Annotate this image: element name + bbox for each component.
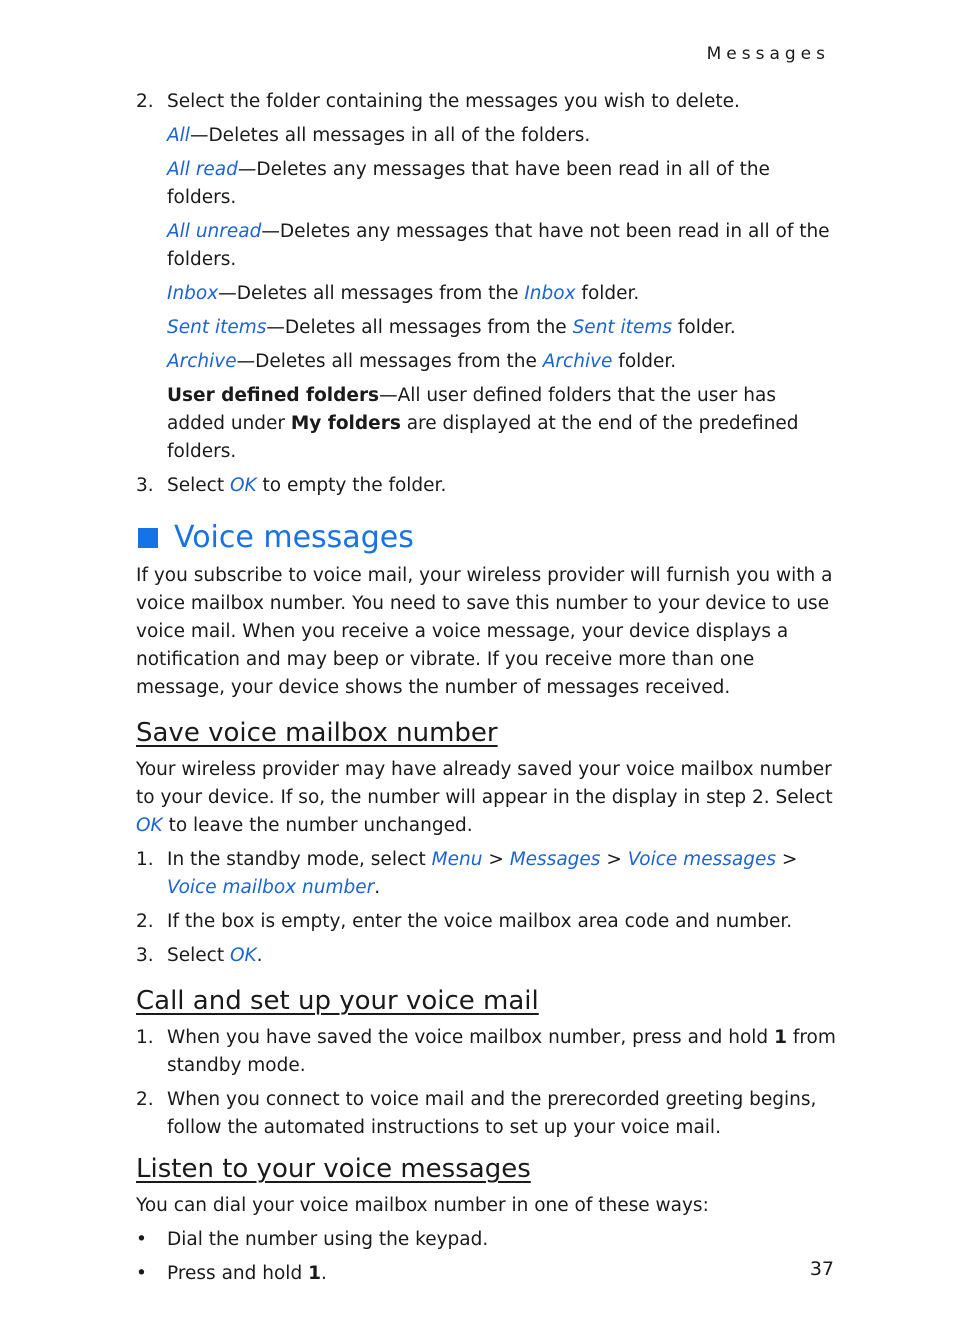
messages-link: Messages — [509, 849, 601, 870]
option-desc: —Deletes any messages that have not been read in all of the folders. — [167, 221, 830, 270]
subsection-heading: Call and set up your voice mail — [136, 986, 539, 1016]
list-item — [136, 1260, 836, 1288]
option-name: Inbox — [167, 283, 219, 304]
separator: > — [600, 849, 628, 870]
option-tail: folder. — [575, 283, 640, 304]
option-inbox — [136, 280, 836, 308]
key-one: 1 — [774, 1027, 787, 1048]
step-number: 3. — [136, 475, 154, 496]
step-text: . — [256, 945, 263, 966]
option-sent-items — [136, 314, 836, 342]
option-name: All read — [167, 159, 238, 180]
page-number: 37 — [809, 1258, 834, 1280]
option-name: All — [167, 125, 190, 146]
paragraph-text: Your wireless provider may have already saved your voice mailbox number to your device. If so, the number will appear in the display in step 2. Select — [136, 759, 833, 808]
option-tail: folder. — [671, 317, 736, 338]
bullet-text: Press and hold — [167, 1263, 309, 1284]
step-number: 3. — [136, 945, 154, 966]
list-item — [136, 1024, 836, 1080]
subsection-heading: Save voice mailbox number — [136, 718, 498, 748]
list-item — [136, 942, 836, 970]
option-desc: —Deletes any messages that have been read in all of the folders. — [167, 159, 770, 208]
step-number: 1. — [136, 1027, 154, 1048]
step-text: Select — [167, 475, 230, 496]
option-desc: —Deletes all messages from the — [218, 283, 525, 304]
option-desc: —Deletes all messages from the — [236, 351, 543, 372]
paragraph-text: to leave the number unchanged. — [162, 815, 473, 836]
step-number: 1. — [136, 849, 154, 870]
option-all-unread — [136, 218, 836, 274]
bullet-text: Dial the number using the keypad. — [167, 1229, 489, 1250]
paragraph: You can dial your voice mailbox number in one of these ways: — [136, 1195, 709, 1216]
heading-square-icon — [138, 528, 158, 548]
section-title: Voice messages — [174, 520, 414, 555]
voice-messages-link: Voice messages — [627, 849, 776, 870]
step-text: from standby mode. — [167, 1027, 836, 1076]
list-item — [136, 472, 836, 500]
option-all — [136, 122, 836, 150]
bullet-text: . — [320, 1263, 327, 1284]
option-all-read — [136, 156, 836, 212]
option-ref: Archive — [542, 351, 613, 372]
option-desc: —Deletes all messages in all of the folders. — [189, 125, 591, 146]
option-ref: Sent items — [572, 317, 672, 338]
separator: > — [775, 849, 798, 870]
option-desc: are displayed at the end of the predefined folders. — [167, 413, 799, 462]
option-desc: —All user defined folders that the user has added under — [167, 385, 776, 434]
ok-link: OK — [229, 475, 257, 496]
option-desc: —Deletes all messages from the — [266, 317, 573, 338]
term-my-folders: My folders — [290, 413, 401, 434]
menu-link: Menu — [431, 849, 483, 870]
ok-link: OK — [229, 945, 257, 966]
list-item — [136, 88, 836, 116]
list-item — [136, 1086, 836, 1142]
step-text: Select — [167, 945, 230, 966]
option-name: Archive — [167, 351, 237, 372]
step-text: . — [374, 877, 381, 898]
step-text: When you have saved the voice mailbox number, press and hold — [167, 1027, 775, 1048]
voice-mailbox-number-link: Voice mailbox number — [167, 877, 375, 898]
option-ref: Inbox — [524, 283, 576, 304]
step-number: 2. — [136, 1089, 154, 1110]
step-text: When you connect to voice mail and the prerecorded greeting begins, follow the automated instructions to set up your voice mail. — [167, 1089, 817, 1138]
step-number: 2. — [136, 911, 154, 932]
option-user-defined — [136, 382, 836, 466]
step-number: 2. — [136, 91, 154, 112]
step-text: Select the folder containing the messages you wish to delete. — [167, 91, 740, 112]
term-user-defined-folders: User defined folders — [167, 385, 380, 406]
list-item — [136, 846, 836, 902]
subsection-heading: Listen to your voice messages — [136, 1154, 531, 1184]
paragraph — [136, 756, 836, 840]
ok-link: OK — [136, 815, 163, 836]
option-archive — [136, 348, 836, 376]
option-name: Sent items — [167, 317, 267, 338]
step-text: In the standby mode, select — [167, 849, 432, 870]
separator: > — [482, 849, 510, 870]
step-text: to empty the folder. — [256, 475, 447, 496]
paragraph: If you subscribe to voice mail, your wireless provider will furnish you with a voice mailbox number. You need to save this number to your device to use voice mail. When you receive a voice message, your device displays a notification and may beep or vibrate. If you receive more than one message, your device shows the number of messages received. — [136, 565, 833, 698]
section-heading — [136, 520, 836, 556]
bullet-icon: • — [136, 1263, 147, 1284]
option-name: All unread — [167, 221, 262, 242]
running-header: Messages — [706, 44, 830, 64]
bullet-icon: • — [136, 1229, 147, 1250]
key-one: 1 — [308, 1263, 321, 1284]
step-text: If the box is empty, enter the voice mailbox area code and number. — [167, 911, 793, 932]
page-content — [136, 88, 836, 1294]
list-item — [136, 908, 836, 936]
list-item — [136, 1226, 836, 1254]
option-tail: folder. — [612, 351, 677, 372]
